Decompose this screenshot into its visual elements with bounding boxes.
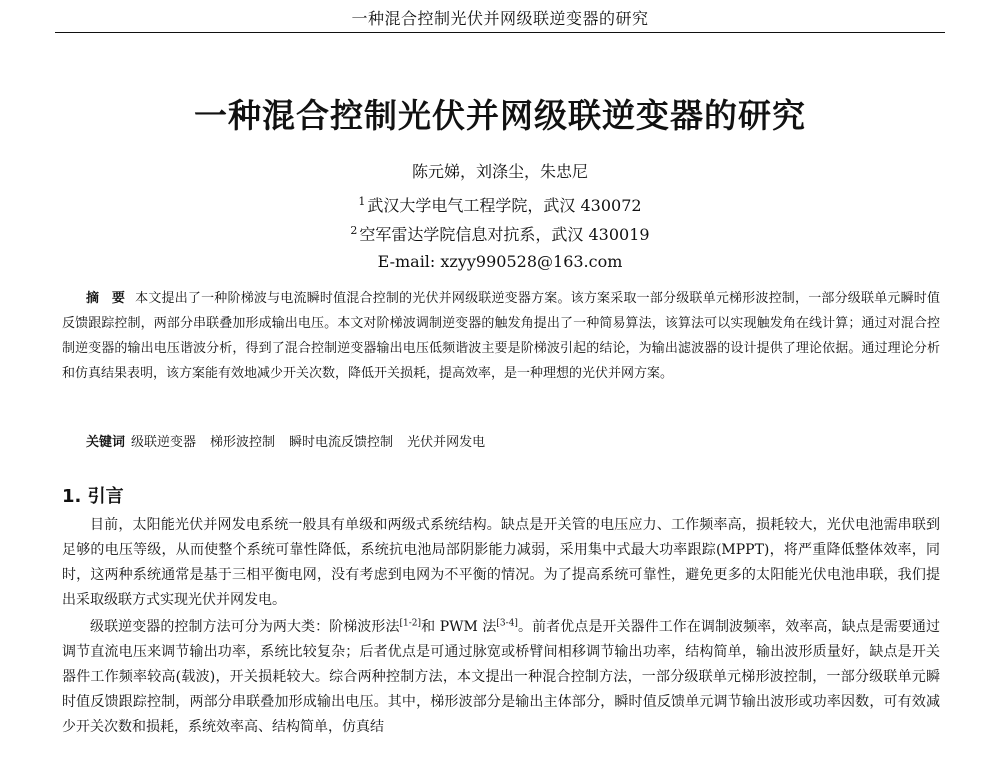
affiliation-1 [0, 193, 1000, 216]
header-rule [55, 32, 945, 33]
intro-paragraph-1: 目前，太阳能光伏并网发电系统一般具有单级和两级式系统结构。缺点是开关管的电压应力、工作频率高，损耗较大，光伏电池需串联到足够的电压等级，从而使整个系统可靠性降低，系统抗电池局部阴影能力减弱，采用集中式最大功率跟踪(MPPT)，将严重降低整体效率，同时，这两种系统通常是基于三相平衡电网，没有考虑到电网为不平衡的情况。为了提高系统可靠性，避免更多的太阳能光伏电池串联，我们提出采取级联方式实现光伏并网发电。 [62, 517, 940, 608]
section-heading-introduction: 1. 引言 [62, 486, 124, 507]
keyword-item: 光伏并网发电 [407, 435, 486, 450]
abstract [62, 286, 940, 386]
paper-title: 一种混合控制光伏并网级联逆变器的研究 [194, 96, 806, 135]
para2-text-a: 级联逆变器的控制方法可分为两大类：阶梯波形法 [90, 619, 400, 635]
keywords-label: 关键词 [86, 435, 126, 450]
abstract-label: 摘 要 [86, 291, 130, 306]
running-header: 一种混合控制光伏并网级联逆变器的研究 [351, 9, 649, 28]
para2-text-b: 和 PWM 法 [421, 619, 497, 635]
keyword-item: 级联逆变器 [131, 435, 197, 450]
keyword-item: 瞬时电流反馈控制 [289, 435, 394, 450]
citation-2: [3-4] [496, 618, 518, 629]
citation-1: [1-2] [399, 618, 422, 629]
abstract-text: 本文提出了一种阶梯波与电流瞬时值混合控制的光伏并网级联逆变器方案。该方案采取一部分级联单元梯形波控制，一部分级联单元瞬时值反馈跟踪控制，两部分串联叠加形成输出电压。本文对阶梯波调制逆变器的触发角提出了一种简易算法，该算法可以实现触发角在线计算；通过对混合控制逆变器的输出电压谐波分析，得到了混合控制逆变器输出电压低频谐波主要是阶梯波引起的结论，为输出滤波器的设计提供了理论依据。通过理论分析和仿真结果表明，该方案能有效地减少开关次数，降低开关损耗，提高效率，是一种理想的光伏并网方案。 [62, 291, 940, 381]
author-list: 陈元娣，刘涤尘，朱忠尼 [411, 162, 588, 181]
para2-text-c: 。前者优点是开关器件工作在调制波频率，效率高，缺点是需要通过调节直流电压来调节输出功率，系统比较复杂；后者优点是可通过脉宽或桥臂间相移调节输出功率，结构简单，输出波形质量好，缺点是开关器件工作频率较高(载波)，开关损耗较大。综合两种控制方法，本文提出一种混合控制方法，一部分级联单元梯形波控制，一部分级联单元瞬时值反馈跟踪控制，两部分串联叠加形成输出电压。其中，梯形波部分是输出主体部分，瞬时值反馈单元调节输出波形或功率因数，可有效减少开关次数和损耗，系统效率高、结构简单，仿真结 [62, 619, 940, 735]
affiliation-1-marker: 1 [358, 194, 366, 208]
affiliation-2 [0, 222, 1000, 245]
affiliation-2-marker: 2 [350, 223, 358, 237]
affiliation-1-text: 武汉大学电气工程学院，武汉 430072 [367, 196, 642, 215]
keywords [62, 431, 940, 450]
affiliation-2-text: 空军雷达学院信息对抗系，武汉 430019 [359, 225, 650, 244]
keyword-item: 梯形波控制 [210, 435, 276, 450]
author-email: E-mail: xzyy990528@163.com [377, 252, 623, 271]
intro-paragraph-2 [62, 615, 940, 740]
